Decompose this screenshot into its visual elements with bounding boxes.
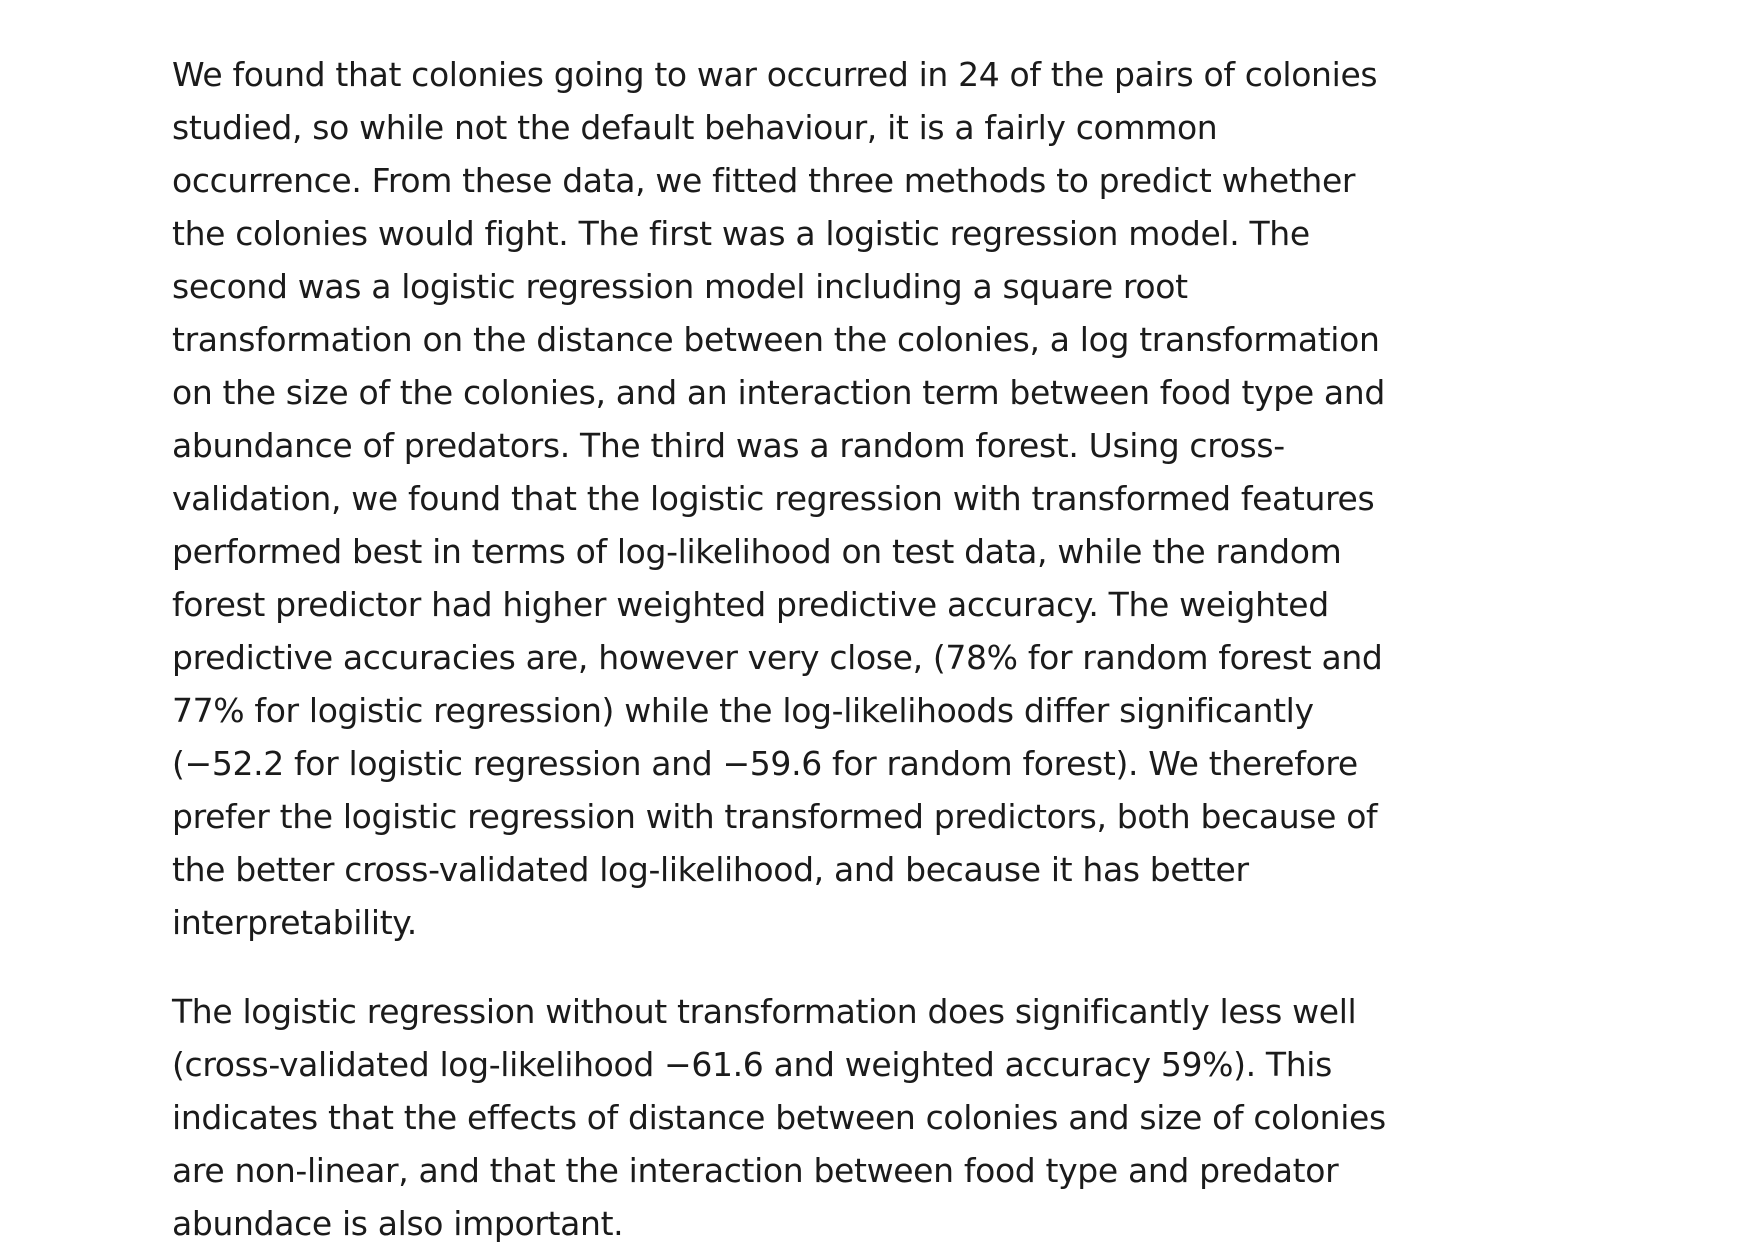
text-line: 77% for logistic regression) while the log-likelihoods differ significantly — [172, 691, 1314, 730]
text-line: on the size of the colonies, and an interaction term between food type and — [172, 373, 1385, 412]
text-line: interpretability. — [172, 903, 417, 942]
text-line: (cross-validated log-likelihood −61.6 and weighted accuracy 59%). This — [172, 1045, 1332, 1084]
text-line: The logistic regression without transformation does significantly less well — [172, 992, 1357, 1031]
text-line: abundance of predators. The third was a random forest. Using cross- — [172, 426, 1285, 465]
text-line: We found that colonies going to war occurred in 24 of the pairs of colonies — [172, 55, 1378, 94]
paragraph-model-comparison — [172, 48, 1452, 949]
text-line: predictive accuracies are, however very close, (78% for random forest and — [172, 638, 1383, 677]
text-line: transformation on the distance between the colonies, a log transformation — [172, 320, 1380, 359]
text-line: occurrence. From these data, we fitted three methods to predict whether — [172, 161, 1356, 200]
text-line: prefer the logistic regression with transformed predictors, both because of — [172, 797, 1378, 836]
text-line: performed best in terms of log-likelihood on test data, while the random — [172, 532, 1342, 571]
text-line: are non-linear, and that the interaction between food type and predator — [172, 1151, 1339, 1190]
text-line: (−52.2 for logistic regression and −59.6 for random forest). We therefore — [172, 744, 1358, 783]
text-line: indicates that the effects of distance between colonies and size of colonies — [172, 1098, 1386, 1137]
document-body — [172, 48, 1452, 1250]
text-line: the better cross-validated log-likelihood, and because it has better — [172, 850, 1249, 889]
text-line: forest predictor had higher weighted predictive accuracy. The weighted — [172, 585, 1329, 624]
text-line: studied, so while not the default behaviour, it is a fairly common — [172, 108, 1218, 147]
text-line: validation, we found that the logistic regression with transformed features — [172, 479, 1375, 518]
paragraph-untransformed-model — [172, 985, 1452, 1250]
text-line: abundace is also important. — [172, 1204, 624, 1243]
text-line: the colonies would fight. The first was a logistic regression model. The — [172, 214, 1310, 253]
text-line: second was a logistic regression model including a square root — [172, 267, 1188, 306]
